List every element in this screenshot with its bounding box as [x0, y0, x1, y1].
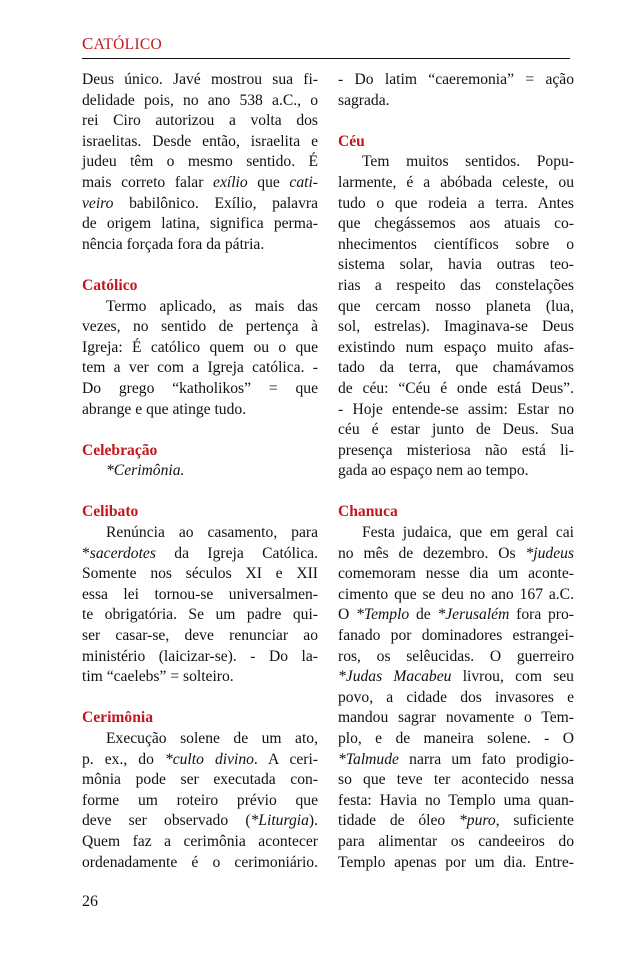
text-line: [338, 276, 574, 297]
italic-reference: cati-: [289, 173, 318, 191]
text-line: [338, 441, 574, 462]
right-column: [338, 70, 574, 873]
text-segment: céu é estar junto de Deus. Sua: [338, 421, 574, 439]
text-segment: que: [247, 173, 290, 191]
italic-reference: sacerdotes: [89, 544, 156, 562]
running-header: [82, 34, 570, 54]
text-line: [82, 647, 318, 668]
text-line: [338, 626, 574, 647]
text-line: [82, 461, 318, 482]
text-line: [338, 358, 574, 379]
text-segment: ros, os selêucidas. O guerreiro: [338, 647, 574, 665]
text-line: [338, 255, 574, 276]
text-segment: ser casar-se, deve renunciar ao: [82, 627, 318, 645]
text-line: [82, 132, 318, 153]
text-segment: abrange e que atinge tudo.: [82, 400, 247, 418]
text-segment: festa: Havia no Templo uma quan-: [338, 791, 574, 809]
text-segment: plo, e de maneira solene. - O: [338, 730, 574, 747]
text-line: [82, 750, 318, 771]
entry-term: Céu: [338, 132, 365, 150]
text-line: [338, 647, 574, 668]
italic-reference: *judeus: [525, 544, 574, 562]
text-line: [82, 358, 318, 379]
text-segment: Tem muitos sentidos. Popu-: [362, 153, 574, 171]
text-line: [338, 70, 574, 91]
text-line: [338, 770, 574, 791]
paragraph-gap: [338, 111, 574, 132]
text-line: [338, 729, 574, 750]
text-line: [338, 853, 574, 874]
text-segment: ).: [308, 812, 318, 830]
text-segment: . A ceri-: [253, 750, 318, 768]
entry-term: Católico: [82, 276, 138, 294]
text-segment: Execução solene de um ato,: [106, 730, 318, 747]
text-line: [82, 585, 318, 606]
text-line: [82, 91, 318, 112]
paragraph-gap: [82, 420, 318, 441]
text-segment: nência forçada fora da pátria.: [82, 235, 265, 253]
text-segment: que chegássemos aos atuais co-: [338, 215, 574, 233]
text-segment: Templo apenas por um dia. Entre-: [338, 853, 574, 871]
text-line: [82, 564, 318, 585]
text-line: [338, 194, 574, 215]
text-segment: p. ex., do: [82, 750, 165, 768]
text-segment: israelitas. Desde então, israelita e: [82, 132, 318, 150]
text-segment: presença misteriosa não está li-: [338, 441, 574, 459]
italic-reference: *puro: [459, 812, 496, 830]
text-segment: sistema solar, havia outras teo-: [338, 256, 574, 274]
text-line: [338, 564, 574, 585]
text-line: [82, 853, 318, 874]
text-segment: delidade pois, no ano 538 a.C., o: [82, 91, 318, 109]
text-line: [82, 70, 318, 91]
text-segment: so que teve ter acontecido nessa: [338, 771, 574, 789]
text-segment: forme um roteiro prévio que: [82, 791, 318, 809]
text-segment: , suficiente: [495, 812, 574, 830]
text-segment: comemoram nesse dia um aconte-: [338, 565, 574, 583]
text-line: [338, 832, 574, 853]
text-line: [82, 235, 318, 256]
text-segment: tidade de óleo: [338, 812, 459, 830]
text-line: [82, 832, 318, 853]
italic-reference: veiro: [82, 194, 114, 212]
text-line: [82, 667, 318, 688]
running-header-rest: ATÓLICO: [93, 36, 163, 53]
text-line: [338, 688, 574, 709]
text-line: [338, 214, 574, 235]
text-line: [338, 791, 574, 812]
text-line: [338, 420, 574, 441]
text-segment: babilônico. Exílio, palavra: [113, 194, 318, 212]
text-line: [338, 297, 574, 318]
text-segment: sagrada.: [338, 91, 390, 109]
italic-reference: *Jerusalém: [437, 606, 510, 624]
text-line: [82, 338, 318, 359]
text-line: [338, 750, 574, 771]
text-segment: Do grego “katholikos” = que: [82, 379, 318, 397]
header-rule: [82, 58, 570, 59]
text-segment: Festa judaica, que em geral cai: [362, 524, 574, 542]
page-number: 26: [82, 893, 98, 910]
text-line: [82, 605, 318, 626]
text-segment: tim “caelebs” = solteiro.: [82, 668, 234, 686]
text-line: [338, 544, 574, 565]
text-line: [338, 667, 574, 688]
text-line: [82, 626, 318, 647]
text-line: [82, 544, 318, 565]
text-line: [338, 235, 574, 256]
italic-reference: *Judas Macabeu: [338, 668, 452, 686]
text-segment: vezes, no sentido de pertença à: [82, 318, 318, 336]
left-column: [82, 70, 318, 873]
paragraph-gap: [338, 482, 574, 503]
text-line: [82, 214, 318, 235]
text-segment: *: [82, 544, 90, 562]
text-segment: te obrigatória. Se um padre qui-: [82, 606, 318, 624]
text-line: [82, 791, 318, 812]
text-segment: Termo aplicado, as mais das: [106, 297, 318, 315]
text-line: [82, 152, 318, 173]
text-segment: mandou sagrar novamente o Tem-: [338, 709, 574, 727]
text-segment: tem a ver com a Igreja católica. -: [82, 359, 318, 377]
text-segment: rias a respeito das constelações: [338, 276, 574, 294]
text-segment: judeu têm o mesmo sentido. É: [82, 153, 318, 171]
entry-term: Celibato: [82, 503, 139, 521]
text-segment: para alimentar os candeeiros do: [338, 832, 574, 850]
text-segment: essa lei tornou-se universalmen-: [82, 585, 318, 603]
text-segment: cimento que se deu no ano 167 a.C.: [338, 585, 574, 603]
paragraph-gap: [82, 255, 318, 276]
text-segment: livrou, com seu: [451, 668, 574, 686]
text-segment: deve ser observado (: [82, 812, 251, 830]
text-segment: povo, a cidade dos invasores e: [338, 688, 574, 706]
text-line: [82, 317, 318, 338]
text-line: [338, 605, 574, 626]
text-line: [338, 585, 574, 606]
text-line: [338, 173, 574, 194]
text-line: [338, 400, 574, 421]
italic-reference: *Talmude: [338, 750, 399, 768]
text-line: [82, 297, 318, 318]
entry-term: Celebração: [82, 441, 158, 459]
text-segment: de céu: “Céu é onde está Deus”.: [338, 379, 574, 397]
text-segment: ministério (laicizar-se). - Do la-: [82, 647, 318, 665]
text-line: [338, 523, 574, 544]
text-segment: que cercam nosso planeta (lua,: [338, 297, 574, 315]
text-segment: fanado por dominadores estrangei-: [338, 627, 574, 645]
text-segment: mônia pode ser executada con-: [82, 771, 318, 789]
italic-reference: *Liturgia: [250, 812, 309, 830]
text-segment: Renúncia ao casamento, para: [106, 524, 318, 542]
text-segment: gada ao espaço nem ao tempo.: [338, 462, 529, 480]
text-line: [82, 729, 318, 750]
text-line: [338, 461, 574, 482]
paragraph-gap: [82, 688, 318, 709]
text-line: [82, 379, 318, 400]
text-segment: existindo num espaço muito afas-: [338, 338, 574, 356]
text-line: [338, 152, 574, 173]
text-line: [338, 379, 574, 400]
text-segment: - Do latim “caeremonia” = ação: [338, 71, 574, 88]
text-segment: narra um fato prodigio-: [398, 750, 574, 768]
text-segment: Quem faz a cerimônia acontecer: [82, 832, 318, 850]
text-segment: sol, estrelas). Imaginava-se Deus: [338, 318, 574, 336]
text-segment: nhecimentos científicos sobre o: [338, 235, 574, 253]
text-line: [82, 400, 318, 421]
text-segment: rei Ciro autorizou a volta dos: [82, 112, 318, 130]
running-header-initial: C: [82, 34, 94, 53]
text-line: [82, 811, 318, 832]
text-line: [82, 111, 318, 132]
italic-reference: *Cerimônia.: [106, 462, 185, 480]
entry-term: Cerimônia: [82, 709, 154, 727]
text-line: [338, 811, 574, 832]
paragraph-gap: [82, 482, 318, 503]
text-segment: fora pro-: [509, 606, 574, 624]
text-segment: tudo o que rodeia a terra. Antes: [338, 194, 574, 212]
text-line: [338, 91, 574, 112]
italic-reference: exílio: [213, 173, 248, 191]
text-segment: Deus único. Javé mostrou sua fi-: [82, 71, 318, 88]
text-segment: de: [409, 606, 438, 624]
text-segment: ordenadamente é o cerimoniário.: [82, 853, 318, 871]
italic-reference: *Templo: [356, 606, 410, 624]
text-segment: O: [338, 606, 357, 624]
text-segment: larmente, é a abóbada celeste, ou: [338, 173, 574, 191]
text-segment: da Igreja Católica.: [155, 544, 318, 562]
text-line: [338, 338, 574, 359]
text-segment: - Hoje entende-se assim: Estar no: [338, 400, 574, 418]
italic-reference: *culto divino: [164, 750, 254, 768]
text-segment: no mês de dezembro. Os: [338, 544, 526, 562]
text-segment: de origem latina, significa perma-: [82, 215, 318, 233]
text-line: [82, 770, 318, 791]
text-segment: mais correto falar: [82, 173, 214, 191]
text-segment: tado da terra, que chamávamos: [338, 359, 574, 377]
text-line: [338, 708, 574, 729]
text-line: [82, 194, 318, 215]
text-line: [82, 173, 318, 194]
text-segment: Somente nos séculos XI e XII: [82, 565, 318, 583]
entry-term: Chanuca: [338, 503, 398, 521]
text-segment: Igreja: É católico quem ou o que: [82, 338, 318, 356]
text-line: [338, 317, 574, 338]
text-line: [82, 523, 318, 544]
